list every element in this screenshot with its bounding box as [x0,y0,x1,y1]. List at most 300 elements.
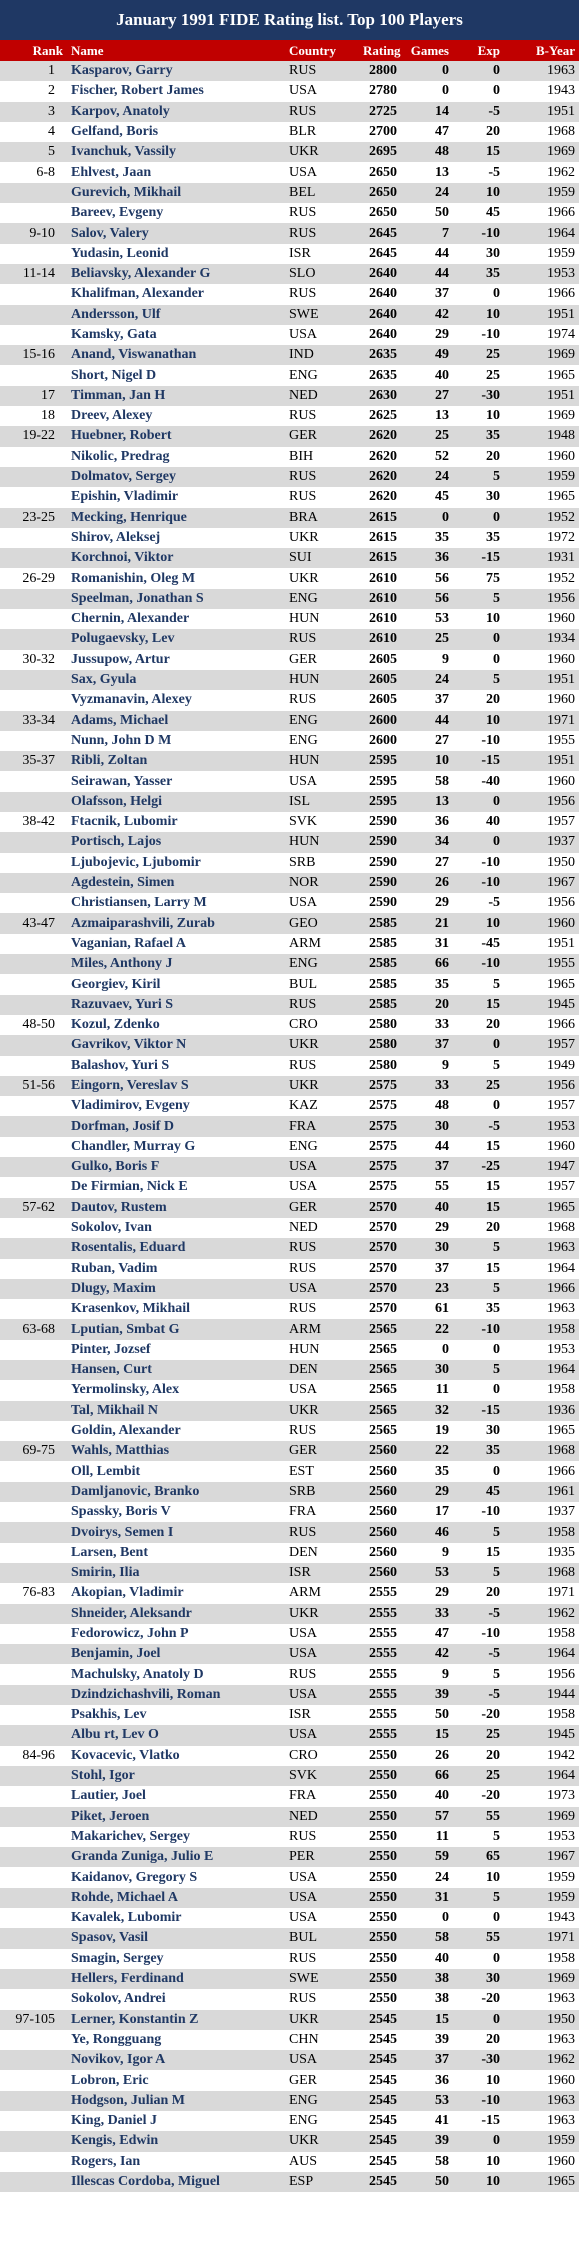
cell-rank [0,305,67,325]
cell-rank [0,325,67,345]
cell-rank [0,203,67,223]
cell-country: USA [289,1382,318,1398]
cell-birth-year: 1937 [547,834,575,850]
cell-rank: 63-68 [22,1321,55,1337]
table-row [0,1421,579,1441]
cell-games: 9 [442,1666,449,1682]
cell-rating: 2560 [369,1524,397,1540]
table-row [0,853,579,873]
cell-games: 32 [435,1402,449,1418]
cell-rating: 2565 [369,1321,397,1337]
table-row [0,1624,579,1644]
cell-rating: 2550 [369,1828,397,1844]
cell-player-name: Lputian, Smbat G [71,1321,180,1337]
cell-country: CHN [289,2031,319,2047]
column-header-birth-year: B-Year [536,42,575,58]
table-row [0,934,579,954]
cell-rank [0,2172,67,2192]
cell-games: 36 [435,550,449,566]
cell-exp: -25 [481,1159,500,1175]
cell-rating: 2650 [369,184,397,200]
table-row [0,670,579,690]
table-row [0,1198,579,1218]
cell-games: 61 [435,1301,449,1317]
cell-games: 39 [435,2031,449,2047]
cell-country: ARM [289,935,321,951]
cell-games: 13 [435,164,449,180]
cell-rank [0,1056,67,1076]
cell-rank [0,1035,67,1055]
cell-games: 0 [442,63,449,79]
table-row [0,2172,579,2192]
cell-country: RUS [289,1524,317,1540]
cell-rank [0,1502,67,1522]
cell-birth-year: 1959 [547,1889,575,1905]
cell-rating: 2645 [369,245,397,261]
cell-player-name: Hodgson, Julian M [71,2092,185,2108]
cell-exp: 20 [486,448,500,464]
cell-player-name: Agdestein, Simen [71,875,175,891]
table-row [0,426,579,446]
cell-games: 0 [442,1341,449,1357]
cell-games: 40 [435,1199,449,1215]
cell-exp: 5 [493,1057,500,1073]
page-title: January 1991 FIDE Rating list. Top 100 Players [0,0,579,40]
cell-rating: 2575 [369,1159,397,1175]
cell-country: BUL [289,1930,317,1946]
cell-rank [0,1401,67,1421]
cell-birth-year: 1961 [547,1483,575,1499]
table-row [0,1401,579,1421]
cell-exp: 5 [493,1280,500,1296]
cell-exp: 20 [486,1585,500,1601]
cell-rating: 2570 [369,1301,397,1317]
cell-exp: 15 [486,996,500,1012]
cell-games: 21 [435,915,449,931]
cell-rank [0,1989,67,2009]
table-row [0,162,579,182]
table-row [0,1583,579,1603]
cell-birth-year: 1965 [547,367,575,383]
cell-rank: 4 [48,124,55,140]
cell-rating: 2545 [369,2052,397,2068]
cell-rank: 84-96 [22,1747,55,1763]
cell-birth-year: 1958 [547,1950,575,1966]
cell-player-name: Bareev, Evgeny [71,205,164,221]
cell-rating: 2700 [369,124,397,140]
cell-rating: 2625 [369,408,397,424]
cell-games: 36 [435,814,449,830]
cell-birth-year: 1966 [547,205,575,221]
cell-exp: 35 [486,266,500,282]
table-row [0,61,579,81]
cell-birth-year: 1958 [547,1626,575,1641]
cell-player-name: Timman, Jan H [71,387,166,403]
cell-games: 29 [435,1483,449,1499]
table-row [0,1502,579,1522]
table-row [0,1340,579,1360]
cell-exp: 5 [493,1666,500,1682]
table-row [0,1563,579,1583]
table-row [0,2050,579,2070]
cell-birth-year: 1969 [547,1808,575,1824]
cell-rank: 33-34 [22,712,55,728]
cell-exp: -45 [481,935,500,951]
cell-rank [0,954,67,974]
cell-games: 39 [435,2133,449,2149]
cell-rating: 2610 [369,590,397,606]
cell-exp: 0 [493,1950,500,1966]
cell-games: 30 [435,1362,449,1378]
cell-player-name: Tal, Mikhail N [71,1402,159,1418]
cell-games: 58 [435,1930,449,1946]
table-row [0,528,579,548]
cell-country: RUS [289,205,317,221]
table-row [0,2070,579,2090]
cell-exp: 5 [493,976,500,992]
cell-country: UKR [289,1077,319,1093]
cell-birth-year: 1956 [547,895,575,911]
cell-rank [0,995,67,1015]
cell-country: SWE [289,1971,319,1987]
column-header-name: Name [71,42,104,58]
cell-player-name: Dzindzichashvili, Roman [71,1686,221,1702]
cell-exp: 15 [486,1544,500,1560]
cell-rank [0,1685,67,1705]
cell-rank [0,2152,67,2172]
cell-rank [0,2070,67,2090]
cell-rating: 2650 [369,164,397,180]
cell-country: NOR [289,875,319,891]
cell-rating: 2580 [369,1037,397,1053]
cell-exp: 5 [493,1565,500,1581]
cell-games: 66 [435,956,449,972]
cell-birth-year: 1952 [547,509,575,525]
cell-rank [0,974,67,994]
cell-birth-year: 1968 [547,1220,575,1236]
cell-rank: 23-25 [22,509,55,525]
cell-country: SVK [289,1768,318,1784]
cell-rank [0,832,67,852]
cell-birth-year: 1966 [547,1017,575,1033]
cell-country: USA [289,1910,318,1926]
cell-rank [0,1340,67,1360]
table-row [0,711,579,731]
table-row [0,1685,579,1705]
cell-player-name: Benjamin, Joel [71,1646,161,1662]
cell-exp: -10 [481,1504,500,1520]
cell-rank [0,548,67,568]
cell-rank: 5 [48,144,55,160]
cell-country: USA [289,2052,318,2068]
cell-player-name: Dorfman, Josif D [71,1118,175,1134]
cell-birth-year: 1960 [547,692,575,708]
table-row [0,1116,579,1136]
cell-country: ISL [289,793,310,809]
cell-exp: -20 [481,1788,500,1804]
cell-rating: 2570 [369,1260,397,1276]
cell-country: UKR [289,1605,319,1621]
cell-player-name: Romanishin, Oleg M [71,570,196,586]
cell-country: RUS [289,631,317,647]
cell-country: HUN [289,672,320,688]
cell-country: USA [289,1626,318,1641]
cell-country: NED [289,387,318,403]
cell-rating: 2595 [369,793,397,809]
cell-exp: 5 [493,1524,500,1540]
cell-games: 19 [435,1423,449,1439]
cell-games: 44 [435,712,449,728]
cell-birth-year: 1966 [547,286,575,302]
table-row [0,1766,579,1786]
cell-exp: 0 [493,63,500,79]
cell-country: HUN [289,834,320,850]
table-row [0,690,579,710]
cell-country: NED [289,1220,318,1236]
cell-rating: 2550 [369,1808,397,1824]
table-row [0,305,579,325]
cell-player-name: Wahls, Matthias [71,1443,170,1459]
table-row [0,1786,579,1806]
cell-player-name: Goldin, Alexander [71,1423,181,1439]
cell-birth-year: 1960 [547,773,575,789]
cell-birth-year: 1945 [547,996,575,1012]
table-row [0,1664,579,1684]
cell-player-name: Fedorowicz, John P [71,1626,189,1641]
cell-birth-year: 1974 [547,327,575,342]
cell-exp: 30 [486,489,500,505]
cell-rating: 2610 [369,570,397,586]
cell-rank [0,1786,67,1806]
cell-country: UKR [289,570,319,586]
cell-birth-year: 1960 [547,2072,575,2088]
cell-player-name: Lerner, Konstantin Z [71,2011,199,2027]
cell-country: FRA [289,1118,317,1134]
cell-rank: 15-16 [22,347,55,363]
cell-player-name: Nunn, John D M [71,732,172,748]
cell-exp: 0 [493,1910,500,1926]
cell-rating: 2620 [369,448,397,464]
cell-country: RUS [289,225,317,241]
table-row [0,995,579,1015]
cell-games: 24 [435,184,449,200]
table-row [0,1482,579,1502]
cell-birth-year: 1959 [547,245,575,261]
cell-games: 25 [435,631,449,647]
cell-games: 29 [435,895,449,911]
cell-rating: 2620 [369,469,397,485]
table-row [0,1522,579,1542]
cell-country: USA [289,164,318,180]
cell-games: 31 [435,1889,449,1905]
cell-player-name: Gurevich, Mikhail [71,184,182,200]
cell-birth-year: 1965 [547,976,575,992]
cell-country: RUS [289,692,317,708]
cell-birth-year: 1971 [547,712,575,728]
cell-rating: 2550 [369,1849,397,1865]
cell-birth-year: 1956 [547,590,575,606]
cell-birth-year: 1947 [547,1159,575,1175]
cell-rating: 2645 [369,225,397,241]
cell-rank: 19-22 [22,428,55,444]
cell-rank [0,284,67,304]
cell-birth-year: 1960 [547,448,575,464]
cell-games: 24 [435,672,449,688]
cell-exp: 5 [493,1362,500,1378]
cell-rating: 2555 [369,1727,397,1743]
cell-games: 42 [435,1646,449,1662]
cell-country: USA [289,895,318,911]
cell-games: 40 [435,1788,449,1804]
cell-rating: 2560 [369,1504,397,1520]
cell-exp: 0 [493,651,500,667]
cell-country: RUS [289,1301,317,1317]
cell-rank [0,1380,67,1400]
cell-country: UKR [289,144,319,160]
cell-player-name: Lobron, Eric [71,2072,149,2088]
cell-country: GER [289,1443,317,1459]
cell-player-name: Larsen, Bent [71,1544,148,1560]
cell-rating: 2635 [369,367,397,383]
cell-exp: 0 [493,509,500,525]
cell-player-name: Salov, Valery [71,225,149,241]
table-header-row [0,40,579,61]
cell-player-name: Ehlvest, Jaan [71,164,152,180]
table-row [0,812,579,832]
cell-rank [0,1360,67,1380]
cell-birth-year: 1967 [547,875,575,891]
cell-country: ISR [289,1707,311,1723]
cell-country: UKR [289,1402,319,1418]
cell-birth-year: 1937 [547,1504,575,1520]
cell-games: 39 [435,1686,449,1702]
cell-rank [0,1624,67,1644]
cell-birth-year: 1945 [547,1727,575,1743]
cell-exp: 15 [486,1260,500,1276]
table-row [0,629,579,649]
cell-games: 0 [442,83,449,99]
cell-player-name: Spasov, Vasil [71,1930,149,1946]
cell-player-name: King, Daniel J [71,2113,157,2129]
cell-games: 37 [435,1260,449,1276]
cell-player-name: Gelfand, Boris [71,124,159,140]
cell-rank [0,670,67,690]
cell-exp: 0 [493,1037,500,1053]
cell-birth-year: 1963 [547,63,575,79]
cell-birth-year: 1934 [547,631,575,647]
cell-rating: 2550 [369,1971,397,1987]
cell-country: RUS [289,408,317,424]
cell-rank [0,467,67,487]
cell-rating: 2620 [369,428,397,444]
cell-rank [0,528,67,548]
cell-birth-year: 1969 [547,347,575,363]
cell-games: 29 [435,1220,449,1236]
cell-games: 35 [435,1463,449,1479]
cell-exp: 15 [486,1199,500,1215]
table-row [0,345,579,365]
table-row [0,1969,579,1989]
cell-player-name: Hansen, Curt [71,1362,152,1378]
cell-rank: 17 [41,387,55,403]
cell-player-name: Smirin, Ilia [71,1565,140,1581]
cell-player-name: De Firmian, Nick E [71,1179,188,1195]
cell-rating: 2565 [369,1362,397,1378]
cell-games: 9 [442,651,449,667]
cell-rank: 1 [48,63,55,79]
cell-country: GER [289,651,317,667]
cell-rating: 2590 [369,854,397,870]
cell-player-name: Rogers, Ian [71,2153,141,2169]
table-row [0,974,579,994]
cell-games: 29 [435,1585,449,1601]
cell-rating: 2630 [369,387,397,403]
cell-player-name: Sokolov, Ivan [71,1220,152,1236]
cell-country: RUS [289,1423,317,1439]
cell-country: RUS [289,286,317,302]
cell-rank [0,1827,67,1847]
cell-exp: 10 [486,915,500,931]
cell-player-name: Krasenkov, Mikhail [71,1301,191,1317]
cell-birth-year: 1956 [547,793,575,809]
cell-player-name: Psakhis, Lev [71,1707,147,1723]
cell-player-name: Ivanchuk, Vassily [71,144,177,160]
cell-country: FRA [289,1504,317,1520]
cell-country: RUS [289,469,317,485]
cell-exp: -10 [481,327,500,342]
cell-exp: 30 [486,1423,500,1439]
table-row [0,2091,579,2111]
cell-player-name: Eingorn, Vereslav S [71,1077,189,1093]
cell-rating: 2575 [369,1098,397,1114]
cell-rating: 2550 [369,1930,397,1946]
cell-birth-year: 1957 [547,814,575,830]
cell-birth-year: 1963 [547,1991,575,2007]
cell-rating: 2560 [369,1443,397,1459]
table-row [0,406,579,426]
cell-exp: 0 [493,834,500,850]
cell-rating: 2565 [369,1341,397,1357]
cell-birth-year: 1958 [547,1382,575,1398]
cell-games: 52 [435,448,449,464]
cell-games: 37 [435,1159,449,1175]
table-row [0,2030,579,2050]
cell-player-name: Olafsson, Helgi [71,793,163,809]
cell-rank [0,1928,67,1948]
cell-rating: 2545 [369,2011,397,2027]
cell-rating: 2585 [369,956,397,972]
cell-country: SRB [289,854,316,870]
cell-country: ARM [289,1321,321,1337]
cell-country: RUS [289,63,317,79]
cell-player-name: Razuvaev, Yuri S [71,996,174,1012]
cell-rank [0,1969,67,1989]
cell-rating: 2580 [369,1057,397,1073]
cell-birth-year: 1962 [547,1605,575,1621]
cell-exp: -5 [488,103,500,119]
cell-rank [0,934,67,954]
cell-exp: 10 [486,1869,500,1885]
cell-birth-year: 1963 [547,2031,575,2047]
cell-exp: 20 [486,1747,500,1763]
cell-country: ISR [289,1565,311,1581]
cell-player-name: Fischer, Robert James [71,83,204,99]
cell-country: ENG [289,2092,318,2108]
cell-rating: 2725 [369,103,397,119]
cell-games: 22 [435,1321,449,1337]
cell-rating: 2580 [369,1017,397,1033]
cell-player-name: Sokolov, Andrei [71,1991,166,2007]
